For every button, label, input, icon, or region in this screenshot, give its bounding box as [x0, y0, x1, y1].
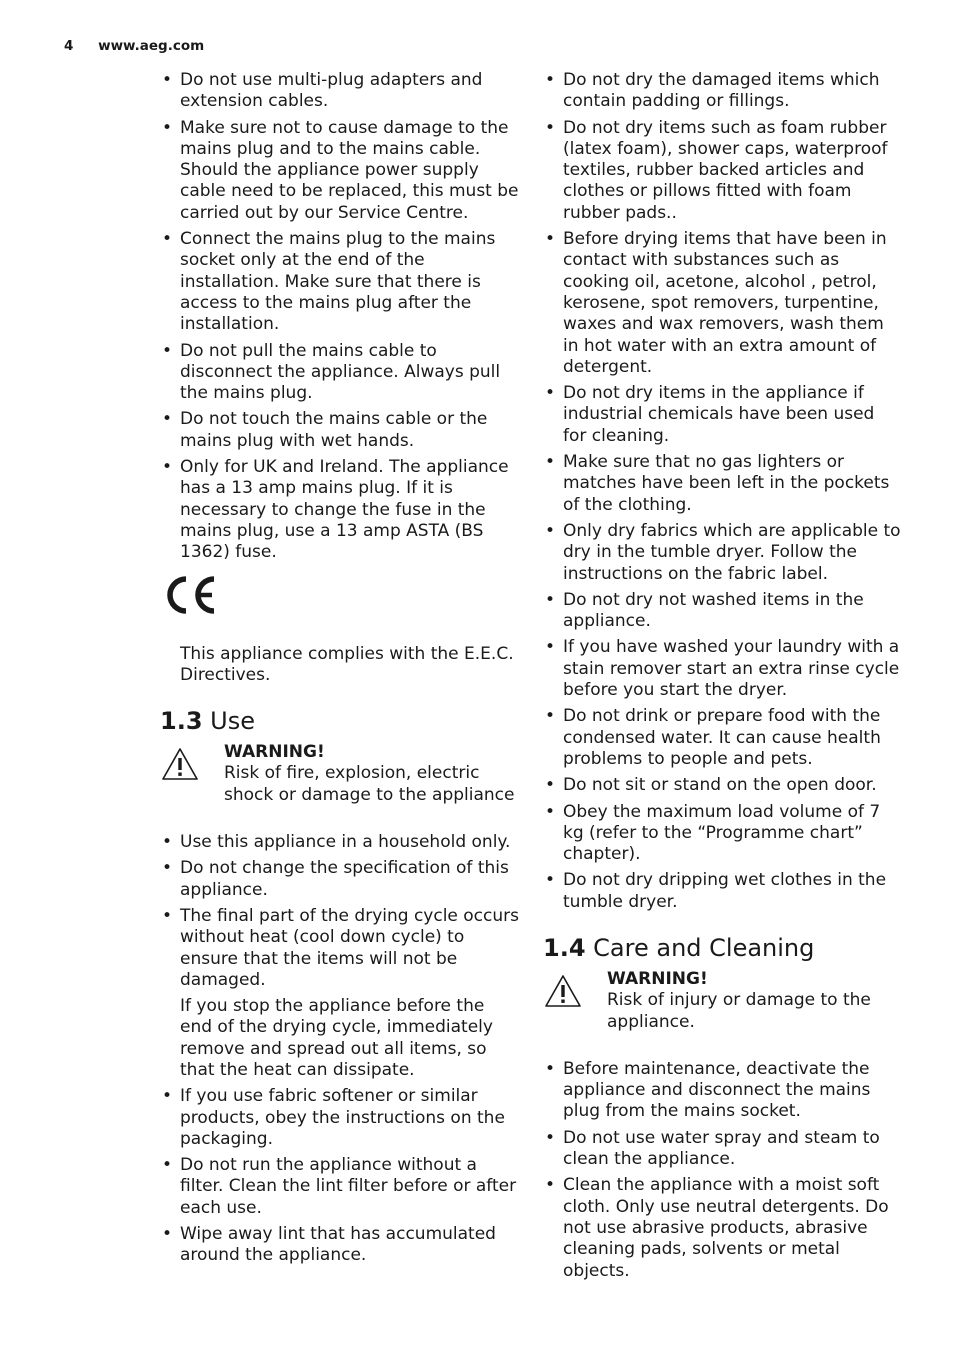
list-item: • If you use fabric softener or similar products, obey the instructions on the packaging. — [160, 1086, 520, 1150]
warning-triangle-icon — [543, 969, 607, 1033]
right-column — [543, 70, 903, 1287]
list-item: • Do not use water spray and steam to clean the appliance. — [543, 1128, 903, 1171]
ce-mark-icon — [164, 572, 520, 622]
list-item: • If you have washed your laundry with a stain remover start an extra rinse cycle before you start the dryer. — [543, 637, 903, 701]
list-item: • Do not change the specification of this appliance. — [160, 858, 520, 901]
warning-text: Risk of injury or damage to the appliance. — [607, 990, 871, 1032]
ce-compliance-text: This appliance complies with the E.E.C. Directives. — [180, 643, 514, 685]
list-item: • Do not use multi-plug adapters and extension cables. — [160, 70, 520, 113]
list-item: • Before drying items that have been in contact with substances such as cooking oil, acetone, alcohol , petrol, kerosene, spot removers, turpentine, waxes and wax removers, wash them in hot water with an extra amount of detergent. — [543, 229, 903, 378]
list-item: • Do not dry the damaged items which contain padding or fillings. — [543, 70, 903, 113]
section-title: Care and Cleaning — [593, 933, 815, 962]
section-title: Use — [210, 707, 255, 736]
list-item: • Wipe away lint that has accumulated around the appliance. — [160, 1224, 520, 1267]
bullet-list — [543, 70, 903, 913]
list-item: • Connect the mains plug to the mains socket only at the end of the installation. Make sure that there is access to the mains plug after the installation. — [160, 229, 520, 335]
list-item: • The final part of the drying cycle occurs without heat (cool down cycle) to ensure that the items will not be damaged. — [160, 906, 520, 991]
left-column — [160, 70, 520, 1272]
list-item: • Obey the maximum load volume of 7 kg (refer to the “Programme chart” chapter). — [543, 802, 903, 866]
list-item: • Do not dry items in the appliance if industrial chemicals have been used for cleaning. — [543, 383, 903, 447]
warning-title: WARNING! — [224, 742, 325, 763]
list-item: • Do not sit or stand on the open door. — [543, 775, 903, 796]
warning-title: WARNING! — [607, 968, 708, 989]
list-item: • Before maintenance, deactivate the appliance and disconnect the mains plug from the mains socket. — [543, 1059, 903, 1123]
section-number: 1.4 — [543, 933, 586, 962]
bullet-list — [543, 1059, 903, 1282]
list-item: • Make sure that no gas lighters or matches have been left in the pockets of the clothing. — [543, 452, 903, 516]
site-url: www.aeg.com — [98, 38, 205, 54]
list-item: • Use this appliance in a household only. — [160, 832, 520, 853]
section-number: 1.3 — [160, 707, 203, 736]
list-item: • Do not dry items such as foam rubber (latex foam), shower caps, waterproof textiles, rubber backed articles and clothes or pillows fitted with foam rubber pads.. — [543, 118, 903, 224]
bullet-list — [160, 70, 520, 564]
bullet-list — [160, 1086, 520, 1266]
list-item: • Clean the appliance with a moist soft cloth. Only use neutral detergents. Do not use abrasive products, abrasive cleaning pads, solvents or metal objects. — [543, 1175, 903, 1281]
list-item: • Only for UK and Ireland. The appliance has a 13 amp mains plug. If it is necessary to change the fuse in the mains plug, use a 13 amp ASTA (BS 1362) fuse. — [160, 457, 520, 563]
bullet-list — [160, 832, 520, 991]
list-item: • Do not run the appliance without a filter. Clean the lint filter before or after each use. — [160, 1155, 520, 1219]
list-item: • Do not touch the mains cable or the mains plug with wet hands. — [160, 409, 520, 452]
page-number: 4 — [64, 38, 74, 54]
list-item: • Do not dry dripping wet clothes in the tumble dryer. — [543, 870, 903, 913]
warning-triangle-icon — [160, 742, 224, 806]
page-header — [64, 38, 204, 54]
section-heading-use — [160, 706, 520, 736]
warning-text: Risk of fire, explosion, electric shock or damage to the appliance — [224, 763, 515, 805]
list-item: • Do not drink or prepare food with the condensed water. It can cause health problems to people and pets. — [543, 706, 903, 770]
use-paragraph: If you stop the appliance before the end of the drying cycle, immediately remove and spread out all items, so that the heat can dissipate. — [180, 996, 493, 1080]
list-item: • Only dry fabrics which are applicable to dry in the tumble dryer. Follow the instructions on the fabric label. — [543, 521, 903, 585]
list-item: • Do not dry not washed items in the appliance. — [543, 590, 903, 633]
section-heading-care — [543, 933, 903, 963]
warning-block — [543, 969, 903, 1033]
list-item: • Do not pull the mains cable to disconnect the appliance. Always pull the mains plug. — [160, 341, 520, 405]
warning-block — [160, 742, 520, 806]
list-item: • Make sure not to cause damage to the mains plug and to the mains cable. Should the appliance power supply cable need to be replaced, this must be carried out by our Service Centre. — [160, 118, 520, 224]
